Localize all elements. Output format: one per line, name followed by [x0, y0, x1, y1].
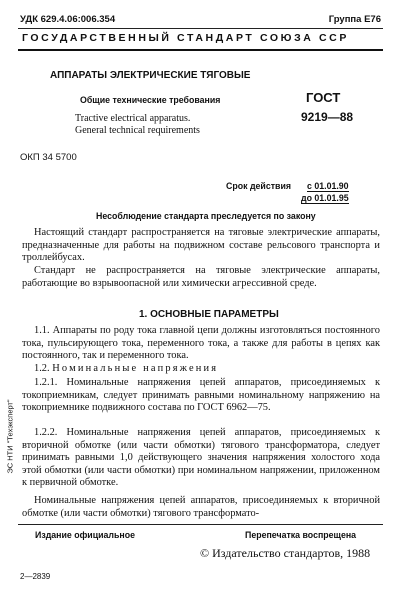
title-english-line1: Tractive electrical apparatus. [75, 113, 191, 124]
standard-banner: ГОСУДАРСТВЕННЫЙ СТАНДАРТ СОЮЗА ССР [22, 32, 349, 44]
reprint-notice: Перепечатка воспрещена [245, 530, 357, 540]
margin-stamp: ЭС НТИ "Техэксперт" [5, 399, 15, 474]
header-rule-top [18, 28, 383, 29]
clause-1-2-2: 1.2.2. Номинальные напряжения цепей аппаратов, присоединяемых к вторичной обмотке (или части обмотки) тягового трансформатора, следует принимать равными 1,0 действующего значения напряжения холостого хода этой обмотки (или части обмотки) при номинальном напряжении, приложенном к первичной обмотке. [22, 427, 380, 489]
title-english-line2: General technical requirements [75, 125, 200, 136]
validity-from: с 01.01.90 [307, 181, 349, 191]
validity-label: Срок действия [226, 181, 291, 191]
udc-code: УДК 629.4.06:006.354 [20, 14, 116, 25]
header-rule-bottom [18, 49, 383, 51]
print-code: 2—2839 [20, 572, 51, 581]
section-heading: 1. ОСНОВНЫЕ ПАРАМЕТРЫ [139, 309, 279, 320]
copyright: © Издательство стандартов, 1988 [200, 546, 371, 560]
clause-continuation: Номинальные напряжения цепей аппаратов, присоединяемых к вторичной обмотке (или части обмотки) тягового трансформато- [22, 495, 380, 519]
body-paragraph-exclusion: Стандарт не распространяется на тяговые электрические аппараты, работающие во взрывоопасной или химически агрессивной среде. [22, 265, 380, 289]
clause-1-2 [22, 363, 380, 376]
okp-code: ОКП 34 5700 [20, 152, 77, 163]
document-title: АППАРАТЫ ЭЛЕКТРИЧЕСКИЕ ТЯГОВЫЕ [50, 70, 251, 81]
clause-1-2-1: 1.2.1. Номинальные напряжения цепей аппаратов, присоединяемых к токоприемникам, следует принимать равными номинальному напряжению на токоприемнике подвижного состава по ГОСТ 6962—75. [22, 377, 380, 414]
clause-1-2-heading: Номинальные напряжения [52, 363, 219, 374]
official-edition: Издание официальное [35, 530, 135, 540]
footer-rule [18, 524, 383, 525]
clause-1-1: 1.1. Аппараты по роду тока главной цепи должны изготовляться постоянного тока, пульсирующего тока, переменного тока, а также для работы в цепях как постоянного, так и переменного тока. [22, 325, 380, 362]
gost-label: ГОСТ [306, 90, 341, 105]
body-paragraph-scope: Настоящий стандарт распространяется на тяговые электрические аппараты, предназначенные для работы на подвижном составе рельсового транспорта и троллейбусах. [22, 227, 380, 264]
document-subtitle: Общие технические требования [80, 95, 221, 105]
group-code: Группа Е76 [328, 14, 381, 25]
clause-1-2-number: 1.2. [34, 363, 53, 374]
validity-to: до 01.01.95 [301, 193, 349, 203]
gost-number: 9219—88 [301, 110, 354, 124]
legal-warning: Несоблюдение стандарта преследуется по закону [96, 211, 316, 221]
